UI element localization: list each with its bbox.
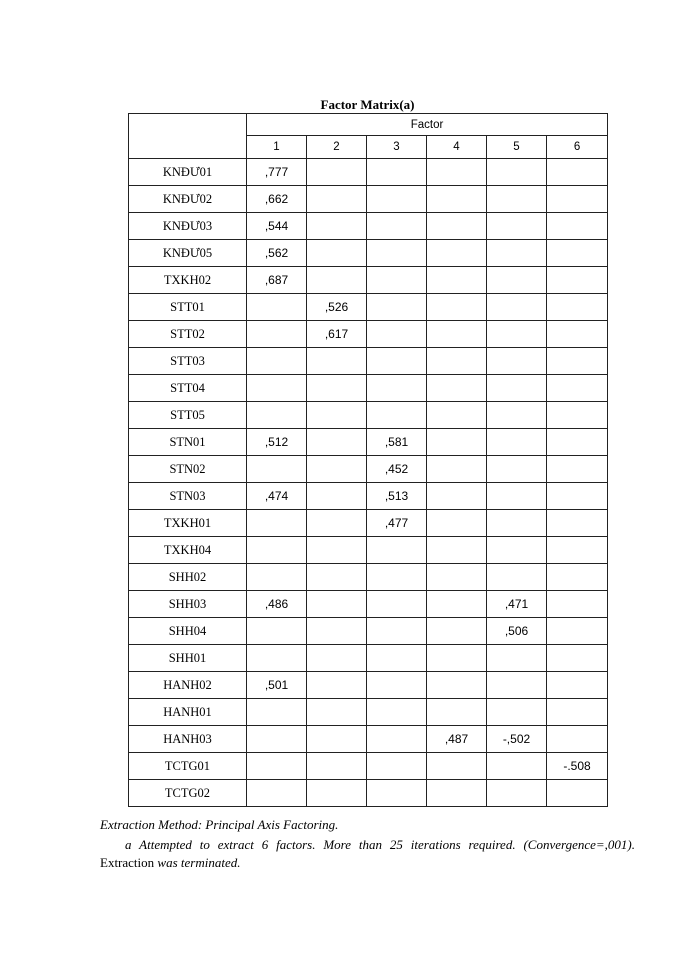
row-label: STN03 [129, 483, 247, 510]
table-row [129, 402, 608, 429]
loading-cell [307, 753, 367, 780]
loading-cell [427, 483, 487, 510]
table-title: Factor Matrix(a) [320, 97, 415, 112]
extraction-method-note: Extraction Method: Principal Axis Factoring. [100, 817, 339, 832]
table-row [129, 672, 608, 699]
loading-cell: ,506 [487, 618, 547, 645]
loading-cell [307, 402, 367, 429]
loading-cell [427, 456, 487, 483]
loading-cell [487, 537, 547, 564]
loading-cell [547, 294, 608, 321]
loading-cell [487, 510, 547, 537]
row-label: KNĐƯ02 [129, 186, 247, 213]
loading-cell [367, 780, 427, 807]
footnote-text: a Attempted to extract 6 factors. More than 25 iterations required. (Convergence=,001). [125, 837, 635, 852]
loading-cell [367, 186, 427, 213]
loading-cell [247, 402, 307, 429]
loading-cell [247, 348, 307, 375]
header-row-factor [129, 114, 608, 136]
loading-cell [487, 699, 547, 726]
row-label: STT04 [129, 375, 247, 402]
loading-cell: ,501 [247, 672, 307, 699]
loading-cell [547, 240, 608, 267]
row-label: KNĐƯ03 [129, 213, 247, 240]
loading-cell [367, 537, 427, 564]
loading-cell [547, 510, 608, 537]
table-row [129, 537, 608, 564]
row-label: TCTG01 [129, 753, 247, 780]
loading-cell [427, 672, 487, 699]
loading-cell [367, 402, 427, 429]
loading-cell [487, 267, 547, 294]
table-row [129, 348, 608, 375]
loading-cell [487, 645, 547, 672]
table-row [129, 591, 608, 618]
table-row [129, 510, 608, 537]
row-label: SHH01 [129, 645, 247, 672]
loading-cell [367, 375, 427, 402]
factor-matrix-table [128, 113, 608, 807]
loading-cell [427, 645, 487, 672]
loading-cell [547, 375, 608, 402]
table-row [129, 645, 608, 672]
loading-cell [367, 672, 427, 699]
column-header-1: 1 [247, 136, 307, 159]
row-label: KNĐƯ05 [129, 240, 247, 267]
loading-cell: ,474 [247, 483, 307, 510]
loading-cell [367, 564, 427, 591]
loading-cell [307, 456, 367, 483]
loading-cell [367, 348, 427, 375]
loading-cell [307, 618, 367, 645]
loading-cell: ,477 [367, 510, 427, 537]
loading-cell [427, 321, 487, 348]
table-row [129, 753, 608, 780]
loading-cell [247, 537, 307, 564]
loading-cell [307, 213, 367, 240]
loading-cell: ,487 [427, 726, 487, 753]
table-row [129, 699, 608, 726]
footnote-plain-text: Extraction [100, 855, 158, 870]
row-label: STN01 [129, 429, 247, 456]
loading-cell: ,562 [247, 240, 307, 267]
loading-cell [247, 294, 307, 321]
table-row [129, 780, 608, 807]
loading-cell [307, 645, 367, 672]
loading-cell [547, 402, 608, 429]
loading-cell [247, 618, 307, 645]
loading-cell [487, 429, 547, 456]
row-label: STN02 [129, 456, 247, 483]
loading-cell [427, 510, 487, 537]
row-label: HANH02 [129, 672, 247, 699]
loading-cell [367, 159, 427, 186]
loading-cell [307, 726, 367, 753]
table-row [129, 456, 608, 483]
loading-cell [487, 186, 547, 213]
loading-cell [427, 618, 487, 645]
loading-cell [547, 321, 608, 348]
loading-cell [247, 645, 307, 672]
loading-cell [247, 726, 307, 753]
table-row [129, 267, 608, 294]
loading-cell: ,526 [307, 294, 367, 321]
row-label: STT02 [129, 321, 247, 348]
loading-cell [367, 618, 427, 645]
table-row [129, 240, 608, 267]
loading-cell [247, 510, 307, 537]
loading-cell [247, 699, 307, 726]
column-header-5: 5 [487, 136, 547, 159]
loading-cell [487, 456, 547, 483]
loading-cell: ,544 [247, 213, 307, 240]
row-label: STT03 [129, 348, 247, 375]
factor-header: Factor [247, 114, 608, 136]
loading-cell [427, 348, 487, 375]
loading-cell [547, 213, 608, 240]
loading-cell [247, 375, 307, 402]
loading-cell [427, 294, 487, 321]
loading-cell [427, 429, 487, 456]
loading-cell [247, 780, 307, 807]
loading-cell [367, 294, 427, 321]
loading-cell [307, 240, 367, 267]
loading-cell [487, 564, 547, 591]
loading-cell [487, 321, 547, 348]
row-label: STT01 [129, 294, 247, 321]
loading-cell [547, 672, 608, 699]
loading-cell [487, 294, 547, 321]
loading-cell [547, 348, 608, 375]
loading-cell [487, 213, 547, 240]
loading-cell [547, 267, 608, 294]
loading-cell [487, 402, 547, 429]
row-label: KNĐƯ01 [129, 159, 247, 186]
loading-cell [367, 645, 427, 672]
loading-cell [487, 753, 547, 780]
loading-cell [307, 267, 367, 294]
column-header-6: 6 [547, 136, 608, 159]
loading-cell [307, 510, 367, 537]
column-header-3: 3 [367, 136, 427, 159]
loading-cell [547, 483, 608, 510]
loading-cell [427, 240, 487, 267]
table-row [129, 564, 608, 591]
loading-cell [487, 159, 547, 186]
loading-cell: ,512 [247, 429, 307, 456]
table-row [129, 294, 608, 321]
loading-cell [487, 672, 547, 699]
loading-cell [307, 375, 367, 402]
loading-cell [307, 537, 367, 564]
loading-cell [547, 726, 608, 753]
loading-cell [367, 267, 427, 294]
loading-cell [247, 753, 307, 780]
loading-cell [307, 780, 367, 807]
column-header-2: 2 [307, 136, 367, 159]
table-row [129, 618, 608, 645]
loading-cell [307, 186, 367, 213]
loading-cell: ,452 [367, 456, 427, 483]
loading-cell: ,471 [487, 591, 547, 618]
loading-cell [427, 780, 487, 807]
row-label: TXKH02 [129, 267, 247, 294]
table-row [129, 726, 608, 753]
row-label: HANH01 [129, 699, 247, 726]
loading-cell [367, 699, 427, 726]
loading-cell [367, 213, 427, 240]
row-label: SHH02 [129, 564, 247, 591]
column-header-4: 4 [427, 136, 487, 159]
loading-cell: ,687 [247, 267, 307, 294]
loading-cell [307, 348, 367, 375]
row-label: SHH03 [129, 591, 247, 618]
table-row [129, 429, 608, 456]
loading-cell [367, 591, 427, 618]
loading-cell [547, 186, 608, 213]
loading-cell [547, 159, 608, 186]
loading-cell [487, 348, 547, 375]
loading-cell [547, 537, 608, 564]
footnote-end-text: was terminated. [157, 855, 241, 870]
loading-cell [247, 564, 307, 591]
loading-cell: ,662 [247, 186, 307, 213]
loading-cell: ,513 [367, 483, 427, 510]
loading-cell: ,486 [247, 591, 307, 618]
loading-cell: -.508 [547, 753, 608, 780]
row-label: TXKH04 [129, 537, 247, 564]
loading-cell [487, 375, 547, 402]
loading-cell [547, 456, 608, 483]
loading-cell [547, 591, 608, 618]
loading-cell [247, 456, 307, 483]
table-row [129, 213, 608, 240]
loading-cell [487, 483, 547, 510]
loading-cell [307, 591, 367, 618]
loading-cell [427, 186, 487, 213]
loading-cell [487, 240, 547, 267]
row-label: STT05 [129, 402, 247, 429]
loading-cell [367, 726, 427, 753]
loading-cell [427, 564, 487, 591]
loading-cell [427, 267, 487, 294]
footnote-a [100, 836, 635, 872]
loading-cell [367, 321, 427, 348]
loading-cell [307, 429, 367, 456]
loading-cell [427, 213, 487, 240]
row-label: TCTG02 [129, 780, 247, 807]
loading-cell [547, 564, 608, 591]
table-row [129, 159, 608, 186]
loading-cell [427, 537, 487, 564]
loading-cell [547, 618, 608, 645]
loading-cell [307, 699, 367, 726]
corner-cell [129, 114, 247, 159]
loading-cell [427, 699, 487, 726]
loading-cell [427, 375, 487, 402]
table-row [129, 375, 608, 402]
table-row [129, 186, 608, 213]
table-row [129, 483, 608, 510]
loading-cell: ,581 [367, 429, 427, 456]
loading-cell [547, 645, 608, 672]
loading-cell [427, 402, 487, 429]
loading-cell: -,502 [487, 726, 547, 753]
loading-cell [427, 591, 487, 618]
row-label: SHH04 [129, 618, 247, 645]
row-label: TXKH01 [129, 510, 247, 537]
loading-cell [307, 564, 367, 591]
loading-cell [367, 753, 427, 780]
loading-cell [427, 159, 487, 186]
loading-cell [307, 159, 367, 186]
loading-cell [547, 780, 608, 807]
loading-cell [367, 240, 427, 267]
loading-cell [307, 672, 367, 699]
loading-cell: ,617 [307, 321, 367, 348]
loading-cell [427, 753, 487, 780]
loading-cell [247, 321, 307, 348]
loading-cell [547, 699, 608, 726]
loading-cell [307, 483, 367, 510]
table-row [129, 321, 608, 348]
loading-cell: ,777 [247, 159, 307, 186]
loading-cell [487, 780, 547, 807]
row-label: HANH03 [129, 726, 247, 753]
loading-cell [547, 429, 608, 456]
